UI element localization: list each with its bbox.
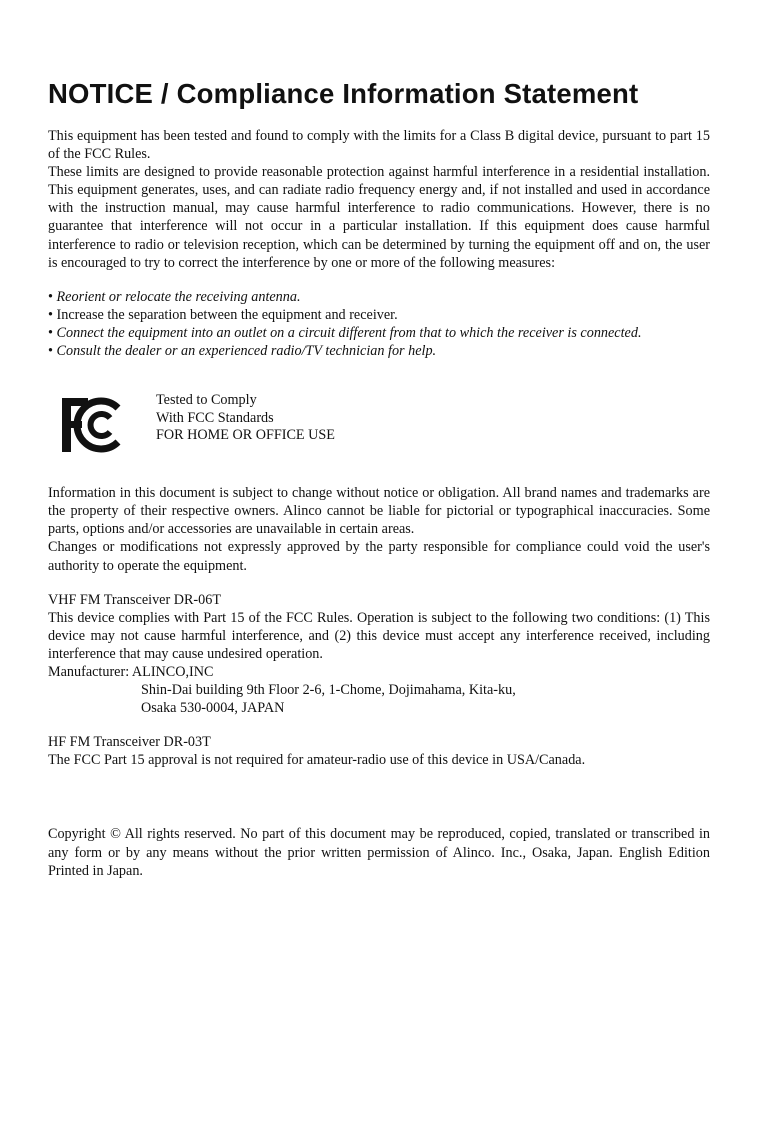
hf-statement: The FCC Part 15 approval is not required for amateur-radio use of this device in USA/Canada. [48, 752, 586, 769]
measures-list [48, 288, 710, 360]
copyright-notice: Copyright © All rights reserved. No part of this document may be reproduced, copied, translated or transcribed in any form or by any means without the prior written permission of Alinco. Inc., Osaka, Japan. English Edition Printed in Japan. [48, 826, 710, 879]
measure-text: Reorient or relocate the receiving antenna. [56, 288, 301, 305]
list-item: • Connect the equipment into an outlet on a circuit different from that to which the receiver is connected. [48, 324, 642, 341]
vhf-heading: VHF FM Transceiver DR-06T [48, 591, 222, 608]
list-item: • Reorient or relocate the receiving antenna. [48, 288, 301, 305]
document-page [48, 78, 710, 880]
hf-heading: HF FM Transceiver DR-03T [48, 734, 211, 751]
hf-section [48, 733, 710, 769]
address-line-2: Osaka 530-0004, JAPAN [141, 700, 285, 717]
intro-section [48, 127, 710, 272]
list-item: • Increase the separation between the equipment and receiver. [48, 306, 398, 323]
vhf-statement: This device complies with Part 15 of the FCC Rules. Operation is subject to the following two conditions: (1) This device may not cause harmful interference, and (2) this device must accept any interference received, including interference that may cause undesired operation. [48, 609, 710, 662]
manufacturer-line: Manufacturer: ALINCO,INC [48, 663, 214, 680]
disclaimer-paragraph-1: Information in this document is subject to change without notice or obligation. All brand names and trademarks are the property of their respective owners. Alinco cannot be liable for pictorial or typographical inaccuracies. Some parts, options and/or accessories are unavailable in certain areas. [48, 485, 710, 538]
fcc-label-line: FOR HOME OR OFFICE USE [156, 427, 335, 444]
disclaimer-section [48, 484, 710, 574]
fcc-compliance-label [48, 388, 710, 458]
measure-text: Increase the separation between the equipment and receiver. [56, 306, 398, 323]
measure-text: Connect the equipment into an outlet on a circuit different from that to which the receiver is connected. [56, 324, 642, 341]
fcc-logo-icon [60, 394, 124, 454]
intro-paragraph-1: This equipment has been tested and found to comply with the limits for a Class B digital device, pursuant to part 15 of the FCC Rules. [48, 128, 710, 163]
disclaimer-paragraph-2: Changes or modifications not expressly approved by the party responsible for compliance could void the user's authority to operate the equipment. [48, 539, 710, 574]
measure-text: Consult the dealer or an experienced radio/TV technician for help. [56, 343, 437, 360]
spacer [48, 785, 710, 825]
vhf-section [48, 591, 710, 718]
page-title: NOTICE / Compliance Information Statement [48, 78, 639, 109]
list-item: • Consult the dealer or an experienced radio/TV technician for help. [48, 343, 437, 360]
fcc-label-line: With FCC Standards [156, 409, 274, 426]
intro-paragraph-2: These limits are designed to provide reasonable protection against harmful interference in a residential installation. This equipment generates, uses, and can radiate radio frequency energy and, if not installed and used in accordance with the instruction manual, may cause harmful interference to radio communications. However, there is no guarantee that interference will not occur in a particular installation. If this equipment does cause harmful interference to radio or television reception, which can be determined by turning the equipment off and on, the user is encouraged to try to correct the interference by one or more of the following measures: [48, 164, 710, 271]
fcc-label-line: Tested to Comply [156, 392, 257, 409]
fcc-label-text [156, 392, 335, 445]
address-line-1: Shin-Dai building 9th Floor 2-6, 1-Chome, Dojimahama, Kita-ku, [141, 682, 516, 699]
